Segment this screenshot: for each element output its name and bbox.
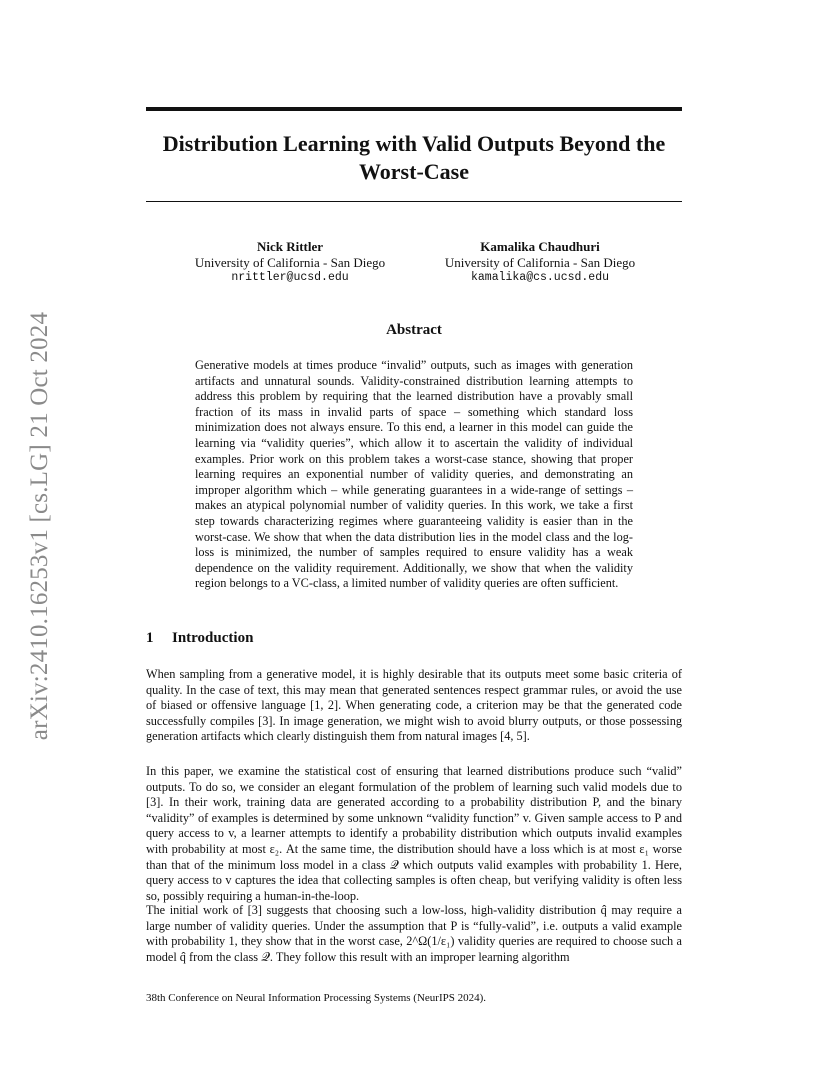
conference-footer: 38th Conference on Neural Information Processing Systems (NeurIPS 2024). <box>146 992 487 1004</box>
section-title: Introduction <box>172 630 254 646</box>
paper-title: Distribution Learning with Valid Outputs Beyond the Worst-Case <box>162 131 666 184</box>
author-name: Nick Rittler <box>256 239 324 254</box>
arxiv-stamp: arXiv:2410.16253v1 [cs.LG] 21 Oct 2024 <box>26 311 53 741</box>
author-affiliation: University of California - San Diego <box>444 254 636 270</box>
abstract-text: Generative models at times produce “invalid” outputs, such as images with generation artifacts and unnatural sounds. Validity-constrained distribution learning attempts to address this problem by requiring that the learned distribution have a provably small fraction of its mass in invalid parts of space – something which standard loss minimization does not always ensure. To this end, a learner in this model can guide the learning via “validity queries”, which allow it to ascertain the validity of individual examples. Prior work on this problem takes a worst-case stance, showing that proper learning requires an exponential number of validity queries, and demonstrating an improper algorithm which – while generating guarantees in a wide-range of settings – makes an atypical polynomial number of validity queries. In this work, we take a first step towards characterizing regimes where guaranteeing validity is easier than in the worst-case. We show that when the data distribution lies in the model class and the log-loss is minimized, the number of samples required to ensure validity has a weak dependence on the validity requirement. Additionally, we show that when the validity region belongs to a VC-class, a limited number of validity queries are often sufficient. <box>195 358 633 591</box>
abstract-heading: Abstract <box>386 322 442 338</box>
title-top-rule <box>146 107 682 111</box>
author-email: nrittler@ucsd.edu <box>231 271 349 284</box>
author-affiliation: University of California - San Diego <box>194 254 386 270</box>
author-block-1 <box>180 239 400 286</box>
author-email: kamalika@cs.ucsd.edu <box>470 271 610 284</box>
intro-paragraph-1: When sampling from a generative model, it is highly desirable that its outputs meet some basic criteria of quality. In the case of text, this may mean that generated sentences respect grammar rules, or avoid the use of biased or offensive language [1, 2]. When generating code, a criterion may be that the generated code successfully compiles [3]. In image generation, we might wish to avoid blurry outputs, or those possessing generation artifacts which clearly distinguish them from natural images [4, 5]. <box>146 667 682 744</box>
intro-paragraph-2: In this paper, we examine the statistical cost of ensuring that learned distributions produce such “valid” outputs. To do so, we consider an elegant formulation of the problem of learning such valid models due to [3]. In their work, training data are generated according to a probability distribution P, and the binary “validity” of examples is determined by some unknown “validity function” v. Given sample access to P and query access to v, a learner attempts to identify a probability distribution which outputs invalid examples with probability at most ε₂. At the same time, the distribution should have a loss which is at most ε₁ worse than that of the minimum loss model in a class 𝒬 which outputs valid examples with probability 1. Here, query access to v captures the idea that collecting samples is often cheap, but verifying validity is often less so, possibly requiring a human-in-the-loop. <box>146 764 682 903</box>
author-name: Kamalika Chaudhuri <box>480 239 600 254</box>
section-number: 1 <box>146 630 154 646</box>
section-heading <box>146 630 253 647</box>
intro-paragraph-3: The initial work of [3] suggests that choosing such a low-loss, high-validity distribution q̂ may require a large number of validity queries. Under the assumption that P is “fully-valid”, i.e. outputs a valid example with probability 1, they show that in the worst case, 2^Ω(1/ε₁) validity queries are required to choose such a model q̂ from the class 𝒬. They follow this result with an improper learning algorithm <box>146 903 682 964</box>
title-bottom-rule <box>146 201 682 202</box>
author-block-2 <box>430 239 650 286</box>
